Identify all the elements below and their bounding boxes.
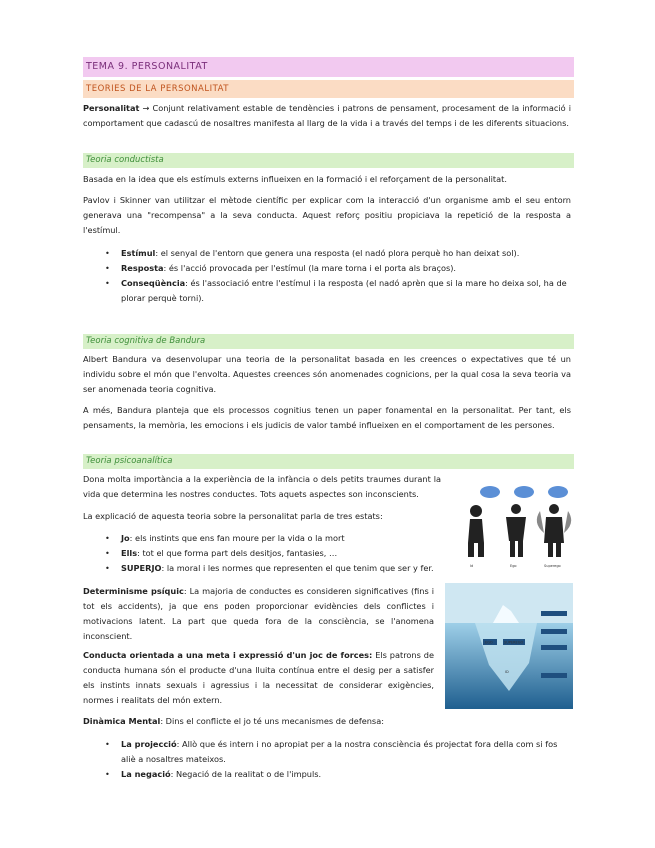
intro-text: Conjunt relativament estable de tendències i patrons de pensament, procesament de la informació i comportament que cadascú de nosaltres manifesta al llarg de la vida i a través del temps i de les diferents situacions. [83, 103, 571, 128]
freud-figures-image [448, 483, 573, 575]
bandura-p2: A més, Bandura planteja que els processos cognitius tenen un paper fonamental en la personalitat. Per tant, els pensaments, la memòria, les emocions i els judicis de valor també influeixen en el comportament de les persones. [83, 405, 571, 430]
iceberg-image [445, 583, 573, 709]
item-text: : els instints que ens fan moure per la vida o la mort [129, 533, 345, 543]
arrow-icon: → [142, 103, 150, 113]
item-text: : és l'acció provocada per l'estímul (la mare torna i el porta als braços). [163, 263, 457, 273]
defenses-list [103, 737, 571, 782]
list-item [103, 737, 571, 767]
conductista-list [103, 246, 571, 306]
list-item [103, 767, 571, 782]
item-text: : el senyal de l'entorn que genera una resposta (el nadó plora perquè ho han deixat sol). [155, 248, 520, 258]
determinisme-paragraph [83, 584, 434, 644]
item-term: Estímul [121, 248, 156, 258]
item-term: Jo [121, 533, 130, 543]
bandura-p1: Albert Bandura va desenvolupar una teoria de la personalitat basada en les creences o expectatives que té un individu sobre el món que l'envolta. Aquestes creences són anomenades cognicions, per la qual cosa la seva teoria va ser anomenada teoria cognitiva. [83, 354, 571, 394]
psico-p1: Dona molta importància a la experiència de la infància o dels petits traumes durant la vida que determina les nostres conductes. Tots aquets aspectes son inconscients. [83, 474, 441, 499]
list-item [103, 546, 448, 561]
iceberg-label-0: EGO [485, 640, 493, 645]
item-term: Conseqüència [121, 278, 186, 288]
list-item [103, 561, 448, 576]
determinisme-term: Determinisme psíquic [83, 586, 184, 596]
item-term: SUPERJO [121, 563, 162, 573]
item-text: : tot el que forma part dels desitjos, fantasies, … [137, 548, 338, 558]
dinamica-text: : Dins el conflicte el jo té uns mecanismes de defensa: [160, 716, 384, 726]
item-term: Resposta [121, 263, 164, 273]
heading-bandura: Teoria cognitiva de Bandura [83, 334, 574, 349]
item-text: : és l'associació entre l'estímul i la resposta (el nadó aprèn que si la mare ho deixa sol, ha de plorar perquè torni). [121, 278, 567, 303]
freud-label-0: Id [470, 564, 474, 568]
conducta-text: Els patrons de conducta humana són el producte d'una lluita contínua entre el desig per a satisfer els instints innats sexuals i agressius i la necessitat de considerar exigències, normes i realitats del món extern. [83, 650, 434, 705]
dinamica-paragraph [83, 714, 571, 729]
estats-list [103, 531, 448, 576]
heading-conductista: Teoria conductista [83, 153, 574, 168]
determinisme-text: : La majoria de conductes es consideren significatives (fins i tot els accidents), ja que ens poden proporcionar evidències dels conflictes i motivacions latent. La part que queda fora de la consciència, se l'anomena inconscient. [83, 586, 434, 641]
list-item [103, 261, 571, 276]
item-text: : Negació de la realitat o de l'impuls. [170, 769, 322, 779]
list-item [103, 246, 571, 261]
item-term: La projecció [121, 739, 177, 749]
intro-term: Personalitat [83, 103, 140, 113]
conducta-term: Conducta orientada a una meta i expressió d'un joc de forces: [83, 650, 373, 660]
item-term: Ells [121, 548, 138, 558]
page-title: TEMA 9. PERSONALITAT [83, 57, 574, 77]
psico-p2: La explicació de aquesta teoria sobre la personalitat parla de tres estats: [83, 511, 383, 521]
item-term: La negació [121, 769, 171, 779]
freud-label-2: Superego [544, 564, 561, 568]
freud-label-1: Ego [510, 564, 517, 568]
heading-psicoanalitica: Teoria psicoanalítica [83, 454, 574, 469]
intro-paragraph [83, 101, 571, 131]
section-title: TEORIES DE LA PERSONALITAT [83, 80, 574, 98]
conductista-p2: Pavlov i Skinner van utilitzar el mètode científic per explicar com la interacció d'un organisme amb el seu entorn generava una "recompensa" a la seva conducta. Aquest reforç positiu propiciava la repetició de la resposta a l'estímul. [83, 195, 571, 235]
item-text: : Allò que és intern i no apropiat per a la nostra consciència és projectat fora della com si fos aliè a nosaltres mateixos. [121, 739, 558, 764]
list-item [103, 276, 571, 306]
dinamica-term: Dinàmica Mental [83, 716, 161, 726]
list-item [103, 531, 448, 546]
iceberg-label-2: ID [505, 670, 509, 674]
conductista-p1: Basada en la idea que els estímuls externs influeixen en la formació i el reforçament de la personalitat. [83, 174, 507, 184]
item-text: : la moral i les normes que representen el que tenim que ser y fer. [161, 563, 434, 573]
conducta-paragraph [83, 648, 434, 708]
iceberg-label-1: SUPEREGO [504, 640, 524, 645]
